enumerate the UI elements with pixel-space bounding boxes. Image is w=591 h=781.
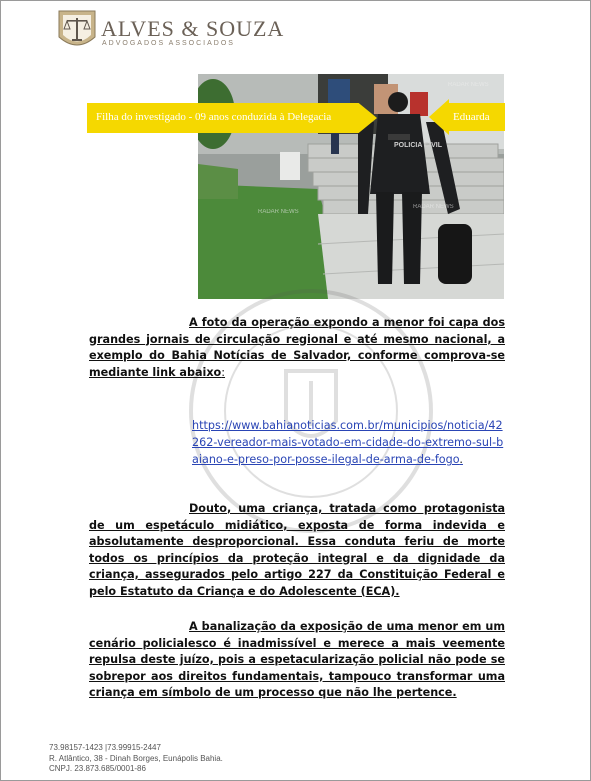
caption-arrow-right (429, 99, 505, 135)
paragraph-banalization (89, 619, 505, 702)
paragraph-text: , uma criança, tratada como protagonista de um espetáculo midiático, exposta de forma indevida e absolutamente desproporcional. Essa conduta feriu de morte todos os princípios da proteção integral e da dignidade da criança, assegurados pelo artigo 227 da Constituição Federal e pelo Estatuto da Criança e do Adolescente (ECA). (89, 502, 505, 598)
footer-address: R. Atlântico, 38 - Dinah Borges, Eunápolis Bahia. (49, 753, 223, 763)
firm-name: ALVES & SOUZA (101, 16, 285, 41)
paragraph-tail: : (221, 365, 226, 379)
letterhead (57, 7, 317, 59)
caption-name: Eduarda (453, 111, 490, 123)
news-link[interactable] (192, 417, 508, 468)
scales-logo-icon (57, 7, 97, 55)
firm-subtitle: ADVOGADOS ASSOCIADOS (102, 40, 235, 47)
caption-child: Filha do investigado - 09 anos conduzida à Delegacia (96, 111, 332, 123)
photo-watermark: RADAR NEWS (448, 82, 489, 88)
vest-text: POLICIA CIVIL (394, 142, 442, 149)
paragraph-photo-cover (89, 315, 505, 381)
paragraph-lead: Douto (189, 502, 227, 515)
caption-arrow-left (87, 103, 377, 133)
footer-contact (49, 743, 223, 775)
footer-cnpj: CNPJ. 23.873.685/0001-86 (49, 764, 146, 773)
photo-watermark: RADAR NEWS (258, 209, 299, 215)
paragraph-text: A foto da operação expondo a menor foi capa dos grandes jornais de circulação regional e até mesmo nacional, a exemplo do Bahia Notícias de Salvador, conforme comprova-se mediante link abaixo (89, 316, 505, 379)
footer-phones: 73.98157-1423 |73.99915-2447 (49, 743, 161, 752)
photo-watermark: RADAR NEWS (413, 204, 454, 210)
news-link-url[interactable]: https://www.bahianoticias.com.br/municipios/noticia/42262-vereador-mais-votado-em-cidade-do-extremo-sul-baiano-e-preso-por-posse-ilegal-de-arma-de-fogo (192, 419, 504, 466)
paragraph-child-exposure (89, 501, 505, 600)
link-tail: . (459, 453, 463, 466)
paragraph-text: A banalização da exposição de uma menor em um cenário policialesco é inadmissível e merece a mais veemente repulsa deste juízo, pois a espetacularização policial não pode se sobrepor aos direitos fundamentais, tampouco transformar uma criança em símbolo de um processo que não lhe pertence. (89, 620, 505, 699)
